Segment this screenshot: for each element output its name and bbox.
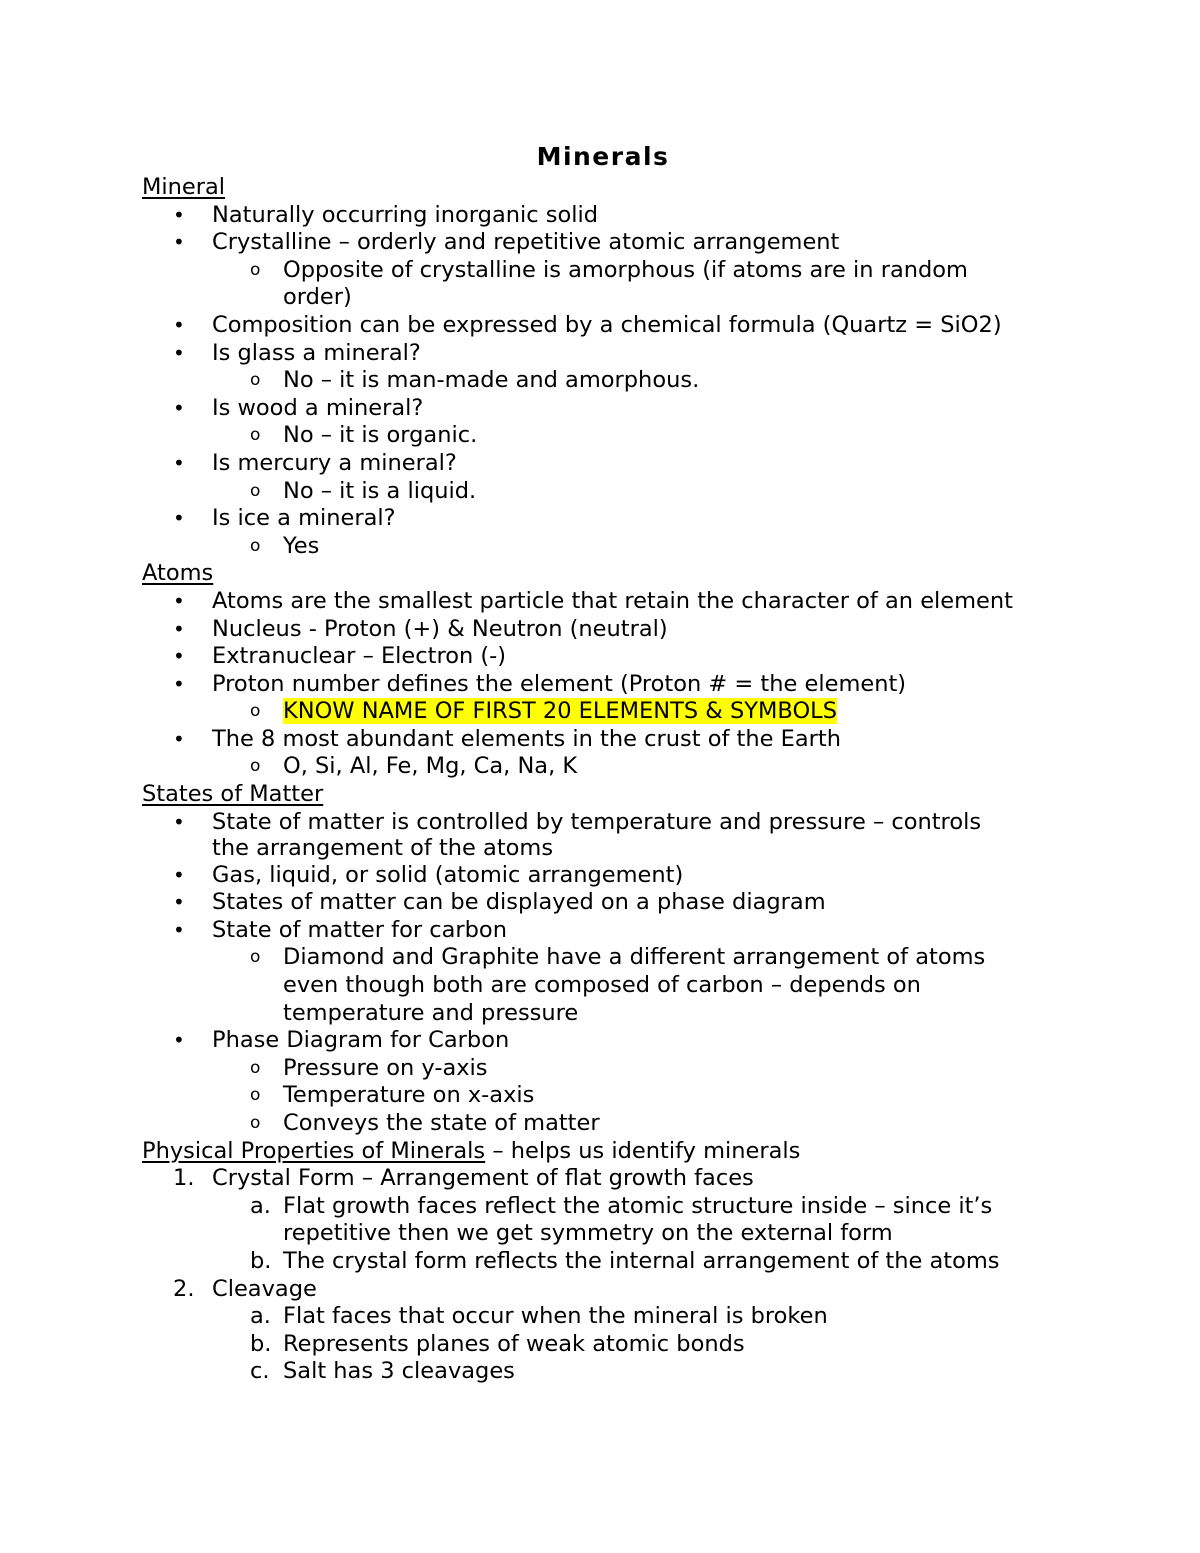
circle-bullet-icon: o [250, 947, 261, 968]
list-item-text: repetitive then we get symmetry on the external form [283, 1220, 893, 1247]
list-item [142, 395, 1072, 423]
list-item [142, 505, 1072, 533]
list-item-text: Crystalline – orderly and repetitive atomic arrangement [212, 229, 840, 256]
section-heading-text: Mineral [142, 174, 226, 200]
circle-bullet-icon: o [250, 1057, 261, 1078]
list-item [142, 1055, 1072, 1083]
bullet-icon: • [173, 809, 185, 834]
bullet-icon: • [173, 616, 185, 641]
circle-bullet-icon: o [250, 756, 261, 777]
section-heading-states-of-matter [142, 781, 1072, 809]
bullet-icon: • [173, 230, 185, 255]
letter-marker: a. [250, 1192, 271, 1219]
list-item-text: Diamond and Graphite have a different arrangement of atoms [283, 944, 986, 971]
section-heading-atoms [142, 560, 1072, 588]
list-item-text: Is ice a mineral? [212, 505, 396, 532]
bullet-icon: • [173, 1028, 185, 1053]
bullet-icon: • [173, 202, 185, 227]
list-item-text: Flat faces that occur when the mineral is broken [283, 1303, 828, 1330]
list-item-text: the arrangement of the atoms [212, 835, 554, 862]
list-item [142, 809, 1072, 836]
list-item [142, 229, 1072, 257]
circle-bullet-icon: o [250, 259, 261, 280]
list-item [142, 340, 1072, 368]
list-item-continuation [142, 972, 1072, 1000]
list-item [142, 367, 1072, 395]
list-item [142, 257, 1072, 285]
section-heading-text: Physical Properties of Minerals [142, 1137, 486, 1164]
list-item-text: States of matter can be displayed on a phase diagram [212, 889, 826, 916]
bullet-icon: • [173, 644, 185, 669]
lettered-item [142, 1303, 1072, 1331]
list-item-text: Opposite of crystalline is amorphous (if atoms are in random [283, 256, 968, 283]
circle-bullet-icon: o [250, 701, 261, 722]
list-item-text: The 8 most abundant elements in the crust of the Earth [212, 725, 841, 752]
section-heading-physical-properties [142, 1138, 1072, 1166]
letter-marker: c. [250, 1358, 270, 1385]
list-item-text: Crystal Form – Arrangement of flat growth faces [212, 1165, 754, 1192]
list-item-text: Cleavage [212, 1275, 317, 1302]
list-item-continuation [142, 835, 1072, 862]
list-item [142, 1082, 1072, 1110]
number-marker: 1. [173, 1165, 195, 1192]
section-heading-text: States of Matter [142, 781, 324, 808]
list-item-text: Flat growth faces reflect the atomic structure inside – since it’s [283, 1192, 993, 1219]
section-heading-text: Atoms [142, 560, 214, 587]
letter-marker: a. [250, 1303, 271, 1330]
list-item-text: Phase Diagram for Carbon [212, 1027, 510, 1054]
list-item [142, 616, 1072, 644]
list-item-text: Atoms are the smallest particle that retain the character of an element [212, 587, 1013, 614]
list-item-text: Composition can be expressed by a chemical formula (Quartz = SiO2) [212, 311, 1002, 338]
list-item-continuation [142, 1220, 1072, 1248]
section-heading-suffix: – helps us identify minerals [485, 1137, 801, 1164]
circle-bullet-icon: o [250, 1085, 261, 1106]
bullet-icon: • [173, 862, 185, 887]
bullet-icon: • [173, 588, 185, 613]
list-item-continuation [142, 284, 1072, 312]
bullet-icon: • [173, 917, 185, 942]
list-item-text: Represents planes of weak atomic bonds [283, 1330, 745, 1357]
list-item-text: Is wood a mineral? [212, 394, 424, 421]
bullet-icon: • [173, 450, 185, 475]
list-item-text: Extranuclear – Electron (-) [212, 643, 507, 670]
list-item [142, 862, 1072, 890]
highlighted-text: KNOW NAME OF FIRST 20 ELEMENTS & SYMBOLS [283, 698, 837, 725]
page-title: Minerals [536, 142, 670, 171]
list-item-text: No – it is a liquid. [283, 477, 477, 504]
document-body [142, 140, 1072, 1386]
list-item [142, 698, 1072, 726]
list-item [142, 533, 1072, 561]
list-item-continuation [142, 1000, 1072, 1028]
list-item-text: State of matter is controlled by temperature and pressure – controls [212, 808, 982, 835]
letter-marker: b. [250, 1330, 272, 1357]
list-item [142, 422, 1072, 450]
number-marker: 2. [173, 1275, 195, 1302]
list-item-text: Nucleus - Proton (+) & Neutron (neutral) [212, 615, 668, 642]
list-item [142, 478, 1072, 506]
lettered-item [142, 1331, 1072, 1359]
list-item [142, 643, 1072, 671]
list-item-text: Proton number defines the element (Proton # = the element) [212, 670, 907, 697]
lettered-item [142, 1248, 1072, 1276]
list-item [142, 588, 1072, 616]
list-item-text: No – it is organic. [283, 422, 478, 449]
bullet-icon: • [173, 890, 185, 915]
numbered-item [142, 1165, 1072, 1193]
letter-marker: b. [250, 1247, 272, 1274]
list-item-text: Conveys the state of matter [283, 1110, 600, 1136]
list-item-text: The crystal form reflects the internal arrangement of the atoms [283, 1247, 1000, 1274]
numbered-item [142, 1276, 1072, 1304]
list-item [142, 917, 1072, 945]
list-item [142, 671, 1072, 699]
list-item-text: Is glass a mineral? [212, 339, 421, 366]
lettered-item [142, 1358, 1072, 1386]
list-item-text: Gas, liquid, or solid (atomic arrangement) [212, 861, 684, 888]
lettered-item [142, 1193, 1072, 1221]
list-item-text: order) [283, 284, 352, 311]
list-item-text: State of matter for carbon [212, 916, 507, 943]
list-item-text: Is mercury a mineral? [212, 449, 457, 476]
circle-bullet-icon: o [250, 480, 261, 501]
list-item-text: even though both are composed of carbon – depends on [283, 972, 921, 999]
list-item-text: Yes [283, 532, 320, 559]
list-item-text: O, Si, Al, Fe, Mg, Ca, Na, K [283, 753, 578, 780]
section-heading-mineral [142, 174, 1072, 202]
bullet-icon: • [173, 726, 185, 751]
list-item-text: temperature and pressure [283, 999, 579, 1026]
bullet-icon: • [173, 506, 185, 531]
list-item-text: Salt has 3 cleavages [283, 1358, 515, 1385]
bullet-icon: • [173, 671, 185, 696]
list-item [142, 726, 1072, 754]
list-item [142, 889, 1072, 917]
list-item [142, 1027, 1072, 1055]
list-item [142, 450, 1072, 478]
list-item [142, 753, 1072, 781]
list-item-text: Pressure on y-axis [283, 1054, 488, 1081]
list-item [142, 944, 1072, 972]
list-item [142, 202, 1072, 230]
bullet-icon: • [173, 340, 185, 365]
circle-bullet-icon: o [250, 1113, 261, 1133]
list-item-text: Temperature on x-axis [283, 1082, 535, 1109]
list-item-text: No – it is man-made and amorphous. [283, 367, 700, 394]
circle-bullet-icon: o [250, 535, 261, 556]
list-item [142, 312, 1072, 340]
circle-bullet-icon: o [250, 370, 261, 391]
circle-bullet-icon: o [250, 425, 261, 446]
list-item-text: Naturally occurring inorganic solid [212, 201, 599, 228]
bullet-icon: • [173, 395, 185, 420]
bullet-icon: • [173, 312, 185, 337]
list-item [142, 1110, 1072, 1138]
